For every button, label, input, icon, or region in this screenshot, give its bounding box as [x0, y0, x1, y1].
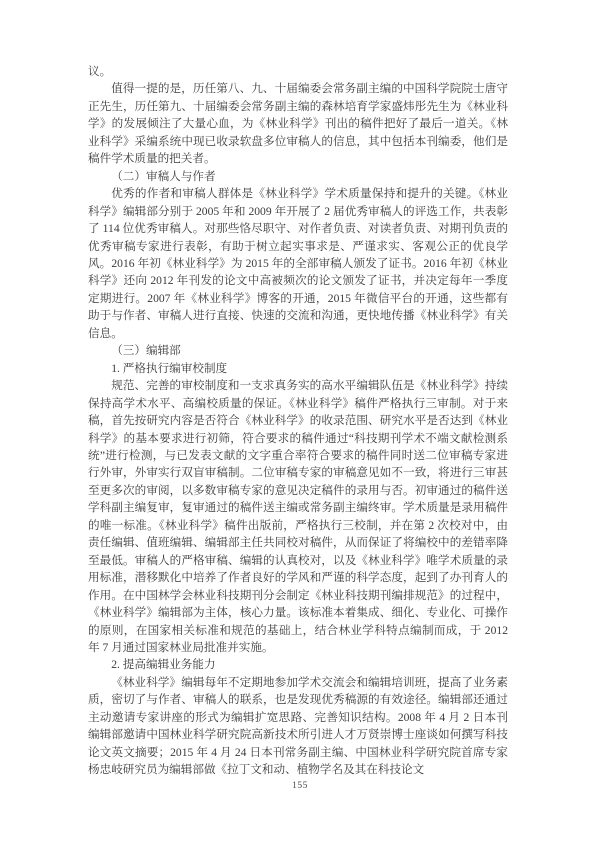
- paragraph: 优秀的作者和审稿人群体是《林业科学》学术质量保持和提升的关键。《林业科学》编辑部分别于 2005 年和 2009 年开展了 2 届优秀审稿人的评选工作，共表彰了 114 位优秀审稿人。对那些恪尽职守、对作者负责、对读者负责、对期刊负责的优秀审稿专家进行表彰，有助于树立起实事求是、严谨求实、客观公正的优良学风。2016 年初《林业科学》为 2015 年的全部审稿人颁发了证书。2016 年初《林业科学》还向 2012 年刊发的论文中高被频次的论文颁发了证书，并决定每年一季度定期进行。2007 年《林业科学》博客的开通，2015 年微信平台的开通，这些都有助于与作者、审稿人进行直接、快速的交流和沟通，更快地传播《林业科学》有关信息。: [88, 187, 508, 340]
- section-heading-reviewers-authors: （二）审稿人与作者: [111, 169, 216, 183]
- paragraph: 规范、完善的审校制度和一支求真务实的高水平编辑队伍是《林业科学》持续保持高学术水平、高编校质量的保证。《林业科学》稿件严格执行三审制。对于来稿，首先按研究内容是否符合《林业科学》的收录范围、研究水平是否达到《林业科学》的基本要求进行初筛，符合要求的稿件通过“科技期刊学术不端文献检测系统”进行检测，与已发表文献的文字重合率符合要求的稿件同时送二位审稿专家进行外审，外审实行双盲审稿制。二位审稿专家的审稿意见如不一致，将进行三审甚至更多次的审阅，以多数审稿专家的意见决定稿件的录用与否。初审通过的稿件送学科副主编复审，复审通过的稿件送主编或常务副主编终审。学术质量是录用稿件的唯一标准。《林业科学》稿件出版前，严格执行三校制，并在第 2 次校对中，由责任编辑、值班编辑、编辑部主任共同校对稿件，从而保证了将编校中的差错率降至最低。审稿人的严格审稿、编辑的认真校对，以及《林业科学》唯学术质量的录用标准，潜移默化中培养了作者良好的学风和严谨的科学态度，起到了办刊育人的作用。在中国林学会林业科技期刊分会制定《林业科技期刊编排规范》的过程中，《林业科学》编辑部为主体，核心力量。该标准本着集成、细化、专业化、可操作的原则，在国家相关标准和规范的基础上，结合林业学科特点编制而成，于 2012 年 7 月通过国家林业局批准并实施。: [88, 379, 508, 654]
- paragraph: 《林业科学》编辑每年不定期地参加学术交流会和编辑培训班，提高了业务素质，密切了与作者、审稿人的联系，也是发现优秀稿源的有效途径。编辑部还通过主动邀请专家讲座的形式为编辑扩宽思路、完善知识结构。2008 年 4 月 2 日本刊编辑部邀请中国林业科学研究院高新技术所引进人才万贤崇博士座谈如何撰写科技论文英文摘要；2015 年 4 月 24 日本刊常务副主编、中国林业科学研究院首席专家杨忠岐研究员为编辑部做《拉丁文和动、植物学名及其在科技论文: [88, 675, 508, 777]
- section-heading-editorial-office: （三）编辑部: [111, 344, 181, 358]
- paragraph-continuation: 议。: [88, 65, 112, 78]
- subsection-heading-review-system: 1. 严格执行编审校制度: [111, 361, 228, 375]
- subsection-heading-editing-skills: 2. 提高编辑业务能力: [111, 658, 216, 672]
- page-number: 155: [292, 781, 308, 791]
- paragraph: 值得一提的是，历任第八、九、十届编委会常务副主编的中国科学院院士唐守正先生，历任第九、十届编委会常务副主编的森林培育学家盛炜彤先生为《林业科学》的发展倾注了大量心血，为《林业科学》刊出的稿件把好了最后一道关。《林业科学》采编系统中现已收录软盘多位审稿人的信息，其中包括本刊编委，他们是稿件学术质量的把关者。: [88, 82, 508, 166]
- text-block: [88, 63, 508, 779]
